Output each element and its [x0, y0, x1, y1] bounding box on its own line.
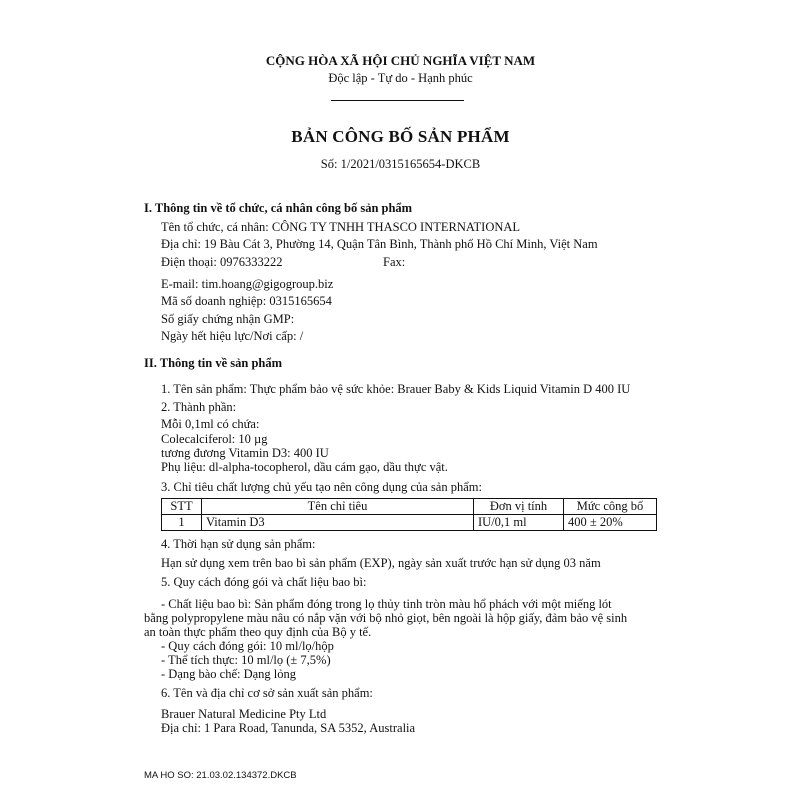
table-header-row — [162, 499, 657, 515]
file-code: MA HO SO: 21.03.02.134372.DKCB — [144, 770, 297, 781]
manufacturer-heading: 6. Tên và địa chỉ cơ sở sản xuất sản phẩm: — [161, 686, 373, 700]
table-cell: 1 — [162, 515, 202, 531]
product-name: 1. Tên sản phẩm: Thực phẩm bảo vệ sức khỏe: Brauer Baby & Kids Liquid Vitamin D 400 IU — [161, 382, 631, 396]
composition-line: tương đương Vitamin D3: 400 IU — [161, 446, 329, 460]
table-header-cell: Đơn vị tính — [474, 499, 564, 515]
quality-criteria-heading: 3. Chỉ tiêu chất lượng chủ yếu tạo nên công dụng của sản phẩm: — [161, 480, 482, 494]
table-row — [162, 515, 657, 531]
org-fax: Fax: — [383, 255, 406, 269]
composition-line: Mỗi 0,1ml có chứa: — [161, 417, 260, 431]
org-address: Địa chỉ: 19 Bàu Cát 3, Phường 14, Quận Tân Bình, Thành phố Hồ Chí Minh, Việt Nam — [161, 237, 598, 251]
org-expiry: Ngày hết hiệu lực/Nơi cấp: / — [161, 329, 304, 343]
composition-line: Colecalciferol: 10 µg — [161, 432, 268, 446]
org-phone: Điện thoại: 0976333222 — [161, 255, 283, 269]
table-header-cell: STT — [162, 499, 202, 515]
manufacturer-name: Brauer Natural Medicine Pty Ltd — [161, 707, 327, 721]
nation-heading: CỘNG HÒA XÃ HỘI CHỦ NGHĨA VIỆT NAM — [265, 53, 536, 68]
manufacturer-address: Địa chỉ: 1 Para Road, Tanunda, SA 5352, Australia — [161, 721, 416, 735]
packaging-line: an toàn thực phẩm theo quy định của Bộ y tế. — [144, 625, 372, 639]
org-name: Tên tổ chức, cá nhân: CÔNG TY TNHH THASCO INTERNATIONAL — [161, 220, 521, 234]
document-title: BẢN CÔNG BỐ SẢN PHẨM — [291, 127, 510, 146]
document-number: Số: 1/2021/0315165654-DKCB — [320, 157, 481, 171]
motto: Độc lập - Tự do - Hạnh phúc — [328, 71, 473, 85]
table-cell: Vitamin D3 — [202, 515, 474, 531]
shelf-life-heading: 4. Thời hạn sử dụng sản phẩm: — [161, 537, 316, 551]
packaging-line: - Chất liệu bao bì: Sản phẩm đóng trong lọ thủy tinh tròn màu hổ phách với một miếng lót — [161, 597, 612, 611]
section2-heading: II. Thông tin về sản phẩm — [144, 356, 283, 370]
table-header-cell: Mức công bố — [564, 499, 657, 515]
table-header-cell: Tên chỉ tiêu — [202, 499, 474, 515]
org-tax-code: Mã số doanh nghiệp: 0315165654 — [161, 294, 332, 308]
packaging-line: - Dạng bào chế: Dạng lỏng — [161, 667, 297, 681]
section1-heading: I. Thông tin về tổ chức, cá nhân công bố sản phẩm — [144, 201, 413, 215]
org-email: E-mail: tim.hoang@gigogroup.biz — [161, 277, 334, 291]
shelf-life-text: Hạn sử dụng xem trên bao bì sản phẩm (EXP), ngày sản xuất trước hạn sử dụng 03 năm — [161, 556, 601, 570]
divider — [331, 100, 464, 101]
composition-heading: 2. Thành phần: — [161, 400, 237, 414]
table-cell: IU/0,1 ml — [474, 515, 564, 531]
composition-line: Phụ liệu: dl-alpha-tocopherol, dầu cám gạo, dầu thực vật. — [161, 460, 448, 474]
packaging-line: - Thể tích thực: 10 ml/lọ (± 7,5%) — [161, 653, 331, 667]
packaging-line: - Quy cách đóng gói: 10 ml/lọ/hộp — [161, 639, 334, 653]
org-gmp: Số giấy chứng nhận GMP: — [161, 312, 295, 326]
packaging-heading: 5. Quy cách đóng gói và chất liệu bao bì: — [161, 575, 367, 589]
quality-criteria-table — [161, 498, 657, 531]
packaging-line: bằng polypropylene màu nâu có nắp vặn với bộ nhỏ giọt, bên ngoài là hộp giấy, đảm bảo vệ sinh — [144, 611, 628, 625]
table-cell: 400 ± 20% — [564, 515, 657, 531]
